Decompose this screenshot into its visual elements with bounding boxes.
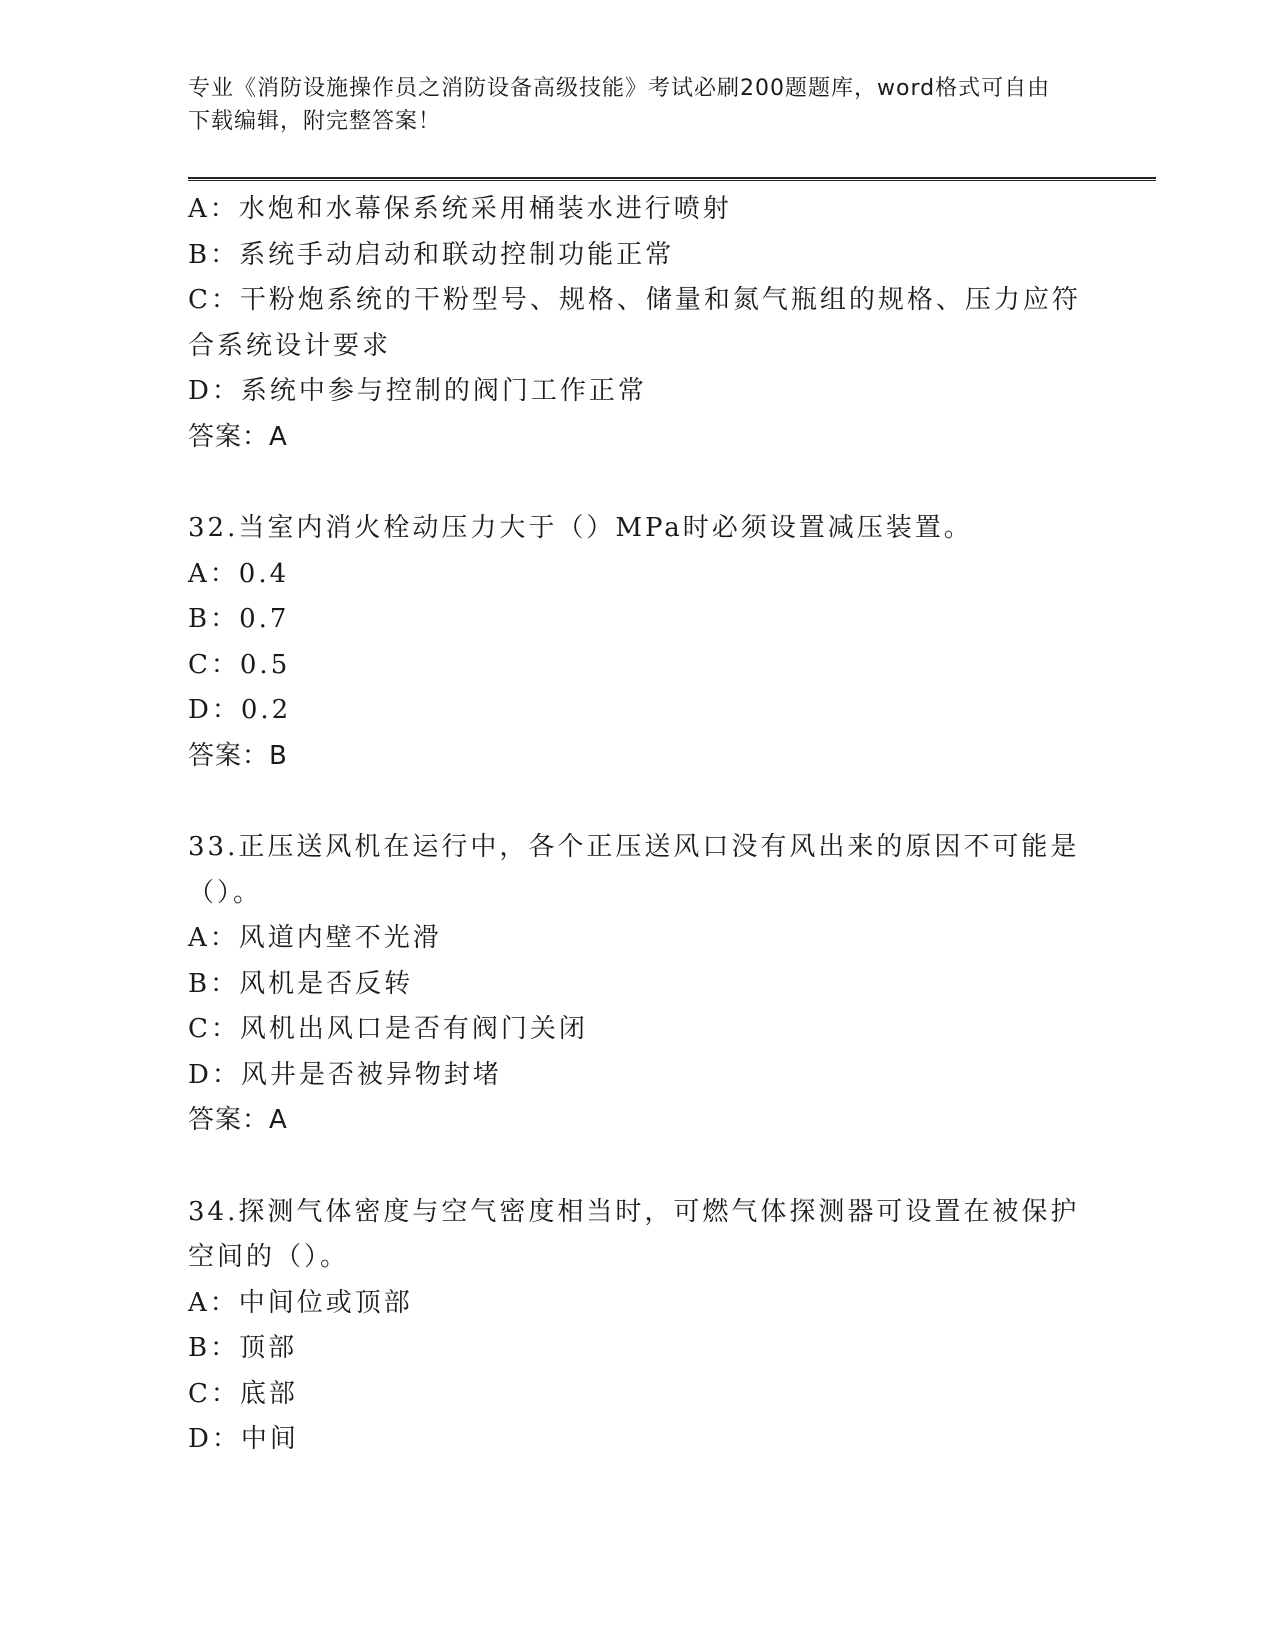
option-c: C：干粉炮系统的干粉型号、规格、储量和氮气瓶组的规格、压力应符合系统设计要求 [188, 285, 1081, 361]
block-spacer [188, 779, 1088, 825]
question-block [188, 187, 1088, 460]
option-a: A：0.4 [188, 558, 290, 589]
question-block [188, 825, 1088, 1144]
option-d: D：0.2 [188, 695, 292, 725]
option-c: C：底部 [188, 1378, 298, 1409]
answer-line: 答案：A [188, 421, 288, 452]
header-divider [188, 177, 1156, 181]
question-block [188, 1190, 1088, 1463]
option-c: C：0.5 [188, 649, 291, 680]
question-text: 33.正压送风机在运行中，各个正压送风口没有风出来的原因不可能是（）。 [188, 832, 1080, 908]
option-d: D：中间 [188, 1424, 299, 1454]
option-b: B：系统手动启动和联动控制功能正常 [188, 239, 675, 270]
option-a: A：中间位或顶部 [188, 1287, 413, 1318]
option-d: D：系统中参与控制的阀门工作正常 [188, 376, 647, 406]
block-spacer [188, 1144, 1088, 1190]
option-b: B：风机是否反转 [188, 968, 414, 999]
option-a: A：水炮和水幕保系统采用桶装水进行喷射 [188, 194, 732, 224]
answer-line: 答案：A [188, 1105, 288, 1135]
option-c: C：风机出风口是否有阀门关闭 [188, 1014, 588, 1044]
question-text: 34.探测气体密度与空气密度相当时，可燃气体探测器可设置在被保护空间的（）。 [188, 1196, 1080, 1272]
option-a: A：风道内壁不光滑 [188, 923, 442, 953]
document-header: 专业《消防设施操作员之消防设备高级技能》考试必刷200题题库，word格式可自由下载编辑，附完整答案！ [188, 76, 1051, 134]
option-b: B：0.7 [188, 604, 290, 634]
option-d: D：风井是否被异物封堵 [188, 1059, 502, 1090]
question-text: 32.当室内消火栓动压力大于（）MPa时必须设置减压装置。 [188, 513, 973, 543]
option-b: B：顶部 [188, 1333, 298, 1363]
block-spacer [188, 460, 1088, 506]
question-block [188, 506, 1088, 779]
answer-line: 答案：B [188, 740, 288, 771]
question-list [188, 187, 1088, 1463]
